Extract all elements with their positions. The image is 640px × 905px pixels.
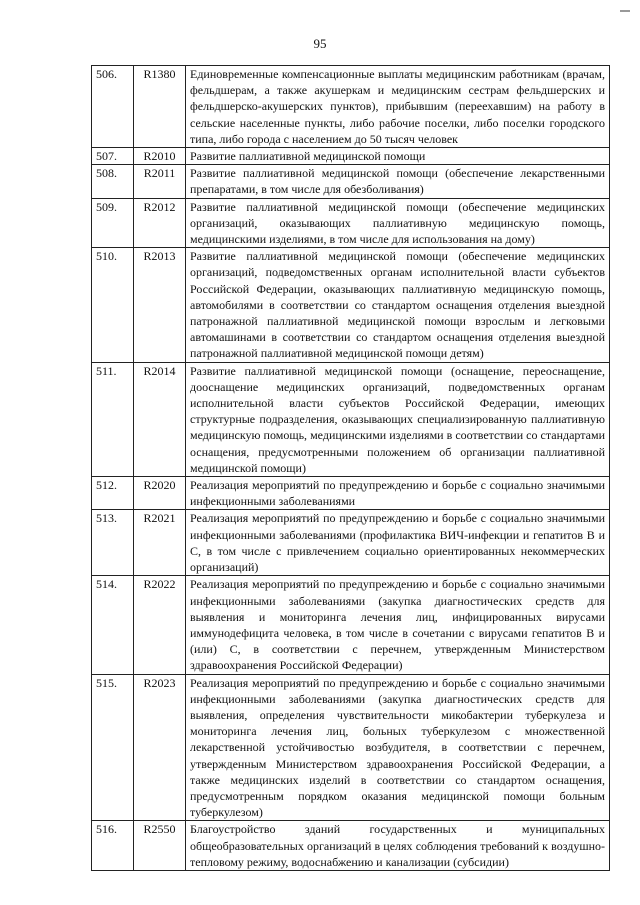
row-description: Развитие паллиативной медицинской помощи (обеспечение медицинских организаций, оказывающих паллиативную медицинскую помощь, медицинскими изделиями, в том числе для использования на дому) — [186, 198, 610, 248]
row-description: Развитие паллиативной медицинской помощи (оснащение, переоснащение, дооснащение медицинских организаций, подведомственных органам исполнительной власти субъектов Российской Федерации, имеющих структурные подразделения, оказывающих специализированную паллиативную медицинскую помощь, медицинскими изделиями в соответствии со стандартами оснащения, предусмотренными положением об организации паллиативной медицинской помощи) — [186, 362, 610, 476]
row-code: R2011 — [134, 165, 186, 198]
row-description: Реализация мероприятий по предупреждению и борьбе с социально значимыми инфекционными заболеваниями — [186, 477, 610, 510]
row-number: 511. — [92, 362, 134, 476]
row-code: R2022 — [134, 576, 186, 674]
table-row — [92, 576, 610, 674]
table-row — [92, 198, 610, 248]
table-row — [92, 674, 610, 821]
table-row — [92, 248, 610, 362]
table-row — [92, 362, 610, 476]
row-description: Реализация мероприятий по предупреждению и борьбе с социально значимыми инфекционными заболеваниями (закупка диагностических средств для выявления, определения чувствительности микобактерии туберкулеза и мониторинга лечения лиц, больных туберкулезом с множественной лекарственной устойчивостью возбудителя, в соответствии с перечнем, утвержденным Министерством здравоохранения Российской Федерации, а также медицинских изделий в соответствии со стандартом оснащения, предусмотренным порядком оказания медицинской помощи больным туберкулезом) — [186, 674, 610, 821]
table-row — [92, 165, 610, 198]
row-code: R2014 — [134, 362, 186, 476]
row-number: 508. — [92, 165, 134, 198]
row-number: 510. — [92, 248, 134, 362]
row-description: Развитие паллиативной медицинской помощи — [186, 148, 610, 165]
corner-mark — [620, 10, 630, 12]
row-number: 516. — [92, 821, 134, 871]
row-description: Развитие паллиативной медицинской помощи (обеспечение лекарственными препаратами, в том числе для обезболивания) — [186, 165, 610, 198]
row-number: 512. — [92, 477, 134, 510]
row-code: R2550 — [134, 821, 186, 871]
row-number: 514. — [92, 576, 134, 674]
row-description: Благоустройство зданий государственных и муниципальных общеобразовательных организаций в целях соблюдения требований к воздушно-тепловому режиму, водоснабжению и канализации (субсидии) — [186, 821, 610, 871]
row-code: R2013 — [134, 248, 186, 362]
table-row — [92, 510, 610, 576]
row-number: 507. — [92, 148, 134, 165]
row-description: Реализация мероприятий по предупреждению и борьбе с социально значимыми инфекционными заболеваниями (закупка диагностических средств для выявления и мониторинга лечения лиц, инфицированных вирусами иммунодефицита человека, в том числе в сочетании с вирусами гепатитов В и (или) С, в соответствии с перечнем, утвержденным Министерством здравоохранения Российской Федерации) — [186, 576, 610, 674]
row-code: R2023 — [134, 674, 186, 821]
row-code: R2010 — [134, 148, 186, 165]
row-code: R2020 — [134, 477, 186, 510]
table-row — [92, 148, 610, 165]
row-description: Развитие паллиативной медицинской помощи (обеспечение медицинских организаций, подведомственных органам исполнительной власти субъектов Российской Федерации, оказывающих паллиативную медицинскую помощь, автомобилями в соответствии со стандартом оснащения отделения выездной патронажной паллиативной медицинской помощи взрослым и легковыми автомашинами в соответствии со стандартом оснащения отделения выездной патронажной паллиативной медицинской помощи детям) — [186, 248, 610, 362]
row-number: 513. — [92, 510, 134, 576]
row-description: Единовременные компенсационные выплаты медицинским работникам (врачам, фельдшерам, а также акушеркам и медицинским сестрам фельдшерских и фельдшерско-акушерских пунктов), прибывшим (переехавшим) на работу в сельские населенные пункты, либо рабочие поселки, либо поселки городского типа, либо города с населением до 50 тысяч человек — [186, 66, 610, 148]
codes-table — [91, 65, 610, 871]
table-row — [92, 821, 610, 871]
row-code: R1380 — [134, 66, 186, 148]
row-code: R2012 — [134, 198, 186, 248]
table-row — [92, 66, 610, 148]
table-row — [92, 477, 610, 510]
row-number: 515. — [92, 674, 134, 821]
row-code: R2021 — [134, 510, 186, 576]
row-number: 509. — [92, 198, 134, 248]
row-description: Реализация мероприятий по предупреждению и борьбе с социально значимыми инфекционными заболеваниями (профилактика ВИЧ-инфекции и гепатитов В и С, в том числе с привлечением социально ориентированных некоммерческих организаций) — [186, 510, 610, 576]
page-number: 95 — [313, 36, 327, 51]
row-number: 506. — [92, 66, 134, 148]
